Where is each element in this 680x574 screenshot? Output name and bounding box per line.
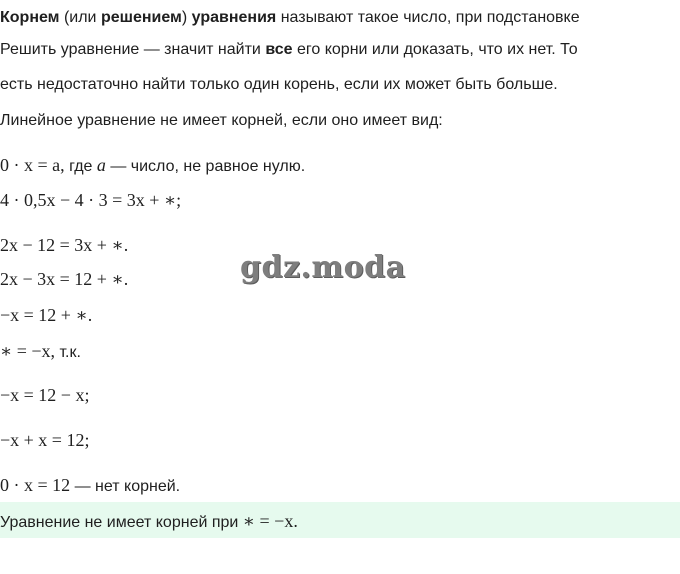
paren-open: (или bbox=[59, 9, 101, 26]
step-5: −x = 12 − x; bbox=[0, 385, 90, 405]
text-line-4: Линейное уравнение не имеет корней, если оно имеет вид: bbox=[0, 112, 443, 129]
step-1: 4 · 0,5x − 4 · 3 = 3x + ∗; bbox=[0, 190, 182, 210]
definition-rest: называют такое число, при подстановке bbox=[276, 9, 580, 26]
step-3: 2x − 3x = 12 + ∗. bbox=[0, 269, 129, 289]
final-step-formula: 0 · x = 12 bbox=[0, 475, 71, 495]
condition-text2: — число, не равное нулю. bbox=[105, 158, 306, 175]
star-value-line bbox=[0, 340, 81, 364]
paren-close: ) bbox=[181, 9, 192, 26]
term-root: Корнем bbox=[0, 9, 60, 26]
star-value-text: т.к. bbox=[55, 344, 81, 361]
star-value-formula: ∗ = −x, bbox=[0, 341, 56, 361]
answer-line bbox=[0, 510, 298, 534]
solve-line bbox=[0, 39, 578, 61]
condition-line bbox=[0, 154, 305, 178]
watermark-logo: gdz.moda bbox=[240, 250, 406, 285]
condition-text1: где bbox=[64, 158, 97, 175]
condition-var-a: a bbox=[96, 155, 106, 175]
final-step-text: — нет корней. bbox=[70, 478, 181, 495]
answer-formula: ∗ = −x. bbox=[242, 511, 298, 531]
definition-line bbox=[0, 7, 580, 29]
step-2: 2x − 12 = 3x + ∗. bbox=[0, 235, 129, 255]
text-line-3: есть недостаточно найти только один корень, если их может быть больше. bbox=[0, 76, 558, 93]
solve-part1: Решить уравнение — значит найти bbox=[0, 41, 266, 58]
solve-bold-all: все bbox=[265, 41, 293, 58]
step-4: −x = 12 + ∗. bbox=[0, 305, 93, 325]
final-step-line bbox=[0, 474, 180, 498]
condition-formula: 0 · x = a, bbox=[0, 155, 65, 175]
solve-part2: его корни или доказать, что их нет. То bbox=[292, 41, 578, 58]
term-solution: решением bbox=[100, 9, 182, 26]
step-6: −x + x = 12; bbox=[0, 430, 90, 450]
answer-text: Уравнение не имеет корней при bbox=[0, 514, 243, 531]
term-equation: уравнения bbox=[191, 9, 277, 26]
